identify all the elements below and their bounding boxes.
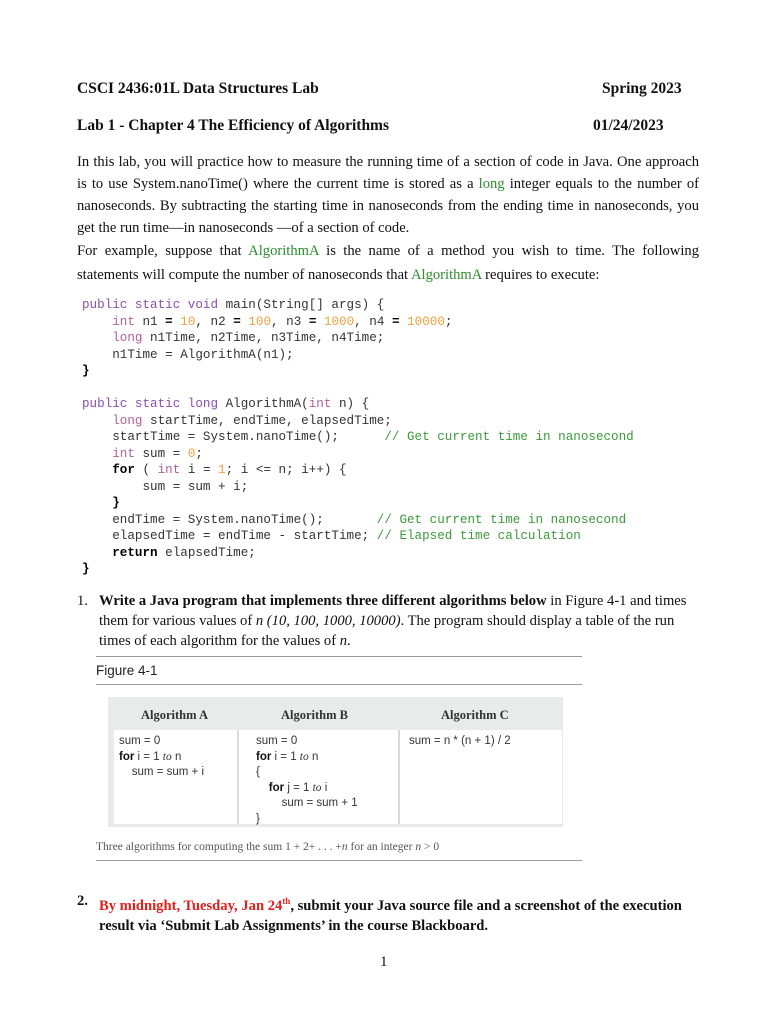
figure-bottom-rule <box>96 860 582 861</box>
algorithm-b-code: sum = 0 for i = 1 to n { for j = 1 to i sum = sum + 1 } <box>256 735 358 825</box>
task-2-number: 2. <box>77 893 88 909</box>
algorithm-c-header: Algorithm C <box>441 708 509 722</box>
algorithm-a-code: sum = 0 for i = 1 to n sum = sum + i <box>119 735 204 778</box>
algorithm-c-code: sum = n * (n + 1) / 2 <box>409 735 511 747</box>
figure-column-divider <box>237 730 239 824</box>
course-title: CSCI 2436:01L Data Structures Lab <box>77 80 319 97</box>
task-2-text: By midnight, Tuesday, Jan 24th, submit your Java source file and a screenshot of the execution result via ‘Submit Lab Assignments’ in the course Blackboard. <box>99 896 682 934</box>
code-algorithm-method: public static long AlgorithmA(int n) { long startTime, endTime, elapsedTime; startTime = System.nanoTime(); // Get current time in nanosecond int sum = 0; for ( int i = 1; i <= n; i++) { sum = sum + i; } endTime = System.nanoTime(); // Get current time in nanosecond elapsedTime = endTime - startTime; // Elapsed time calculation return elapsedTime; } <box>82 397 634 576</box>
figure-top-rule <box>96 656 582 657</box>
example-paragraph: For example, suppose that AlgorithmA is the name of a method you wish to time. The following statements will compute the number of nanoseconds that AlgorithmA requires to execute: <box>77 243 699 283</box>
term: Spring 2023 <box>602 80 682 97</box>
deadline-text: By midnight, Tuesday, Jan 24 <box>99 897 283 914</box>
task-1-number: 1. <box>77 593 88 609</box>
algorithm-a-header: Algorithm A <box>141 708 209 722</box>
algorithm-b-header: Algorithm B <box>281 708 349 722</box>
lab-date: 01/24/2023 <box>593 117 664 134</box>
intro-paragraph: In this lab, you will practice how to measure the running time of a section of code in Java. One approach is to use System.nanoTime() where the current time is stored as a long integer equals to the number of nanoseconds. By subtracting the starting time in nanoseconds from the ending time in nanoseconds, you get the run time—in nanoseconds —of a section of code. <box>77 154 699 236</box>
figure-column-divider <box>398 730 400 824</box>
figure-title: Figure 4-1 <box>96 663 158 678</box>
long-keyword: long <box>478 176 505 192</box>
figure-title-rule <box>96 684 582 685</box>
figure-caption: Three algorithms for computing the sum 1 + 2+ . . . +n for an integer n > 0 <box>96 841 440 853</box>
task-1-text: Write a Java program that implements three different algorithms below in Figure 4-1 and times them for various values of n (10, 100, 1000, 10000). The program should display a table of the run times of each algorithm for the values of n. <box>99 593 687 649</box>
lab-title: Lab 1 - Chapter 4 The Efficiency of Algorithms <box>77 117 390 134</box>
page-number: 1 <box>380 954 388 970</box>
code-main-method: public static void main(String[] args) { int n1 = 10, n2 = 100, n3 = 1000, n4 = 10000; long n1Time, n2Time, n3Time, n4Time; n1Time = AlgorithmA(n1); } <box>82 298 453 378</box>
